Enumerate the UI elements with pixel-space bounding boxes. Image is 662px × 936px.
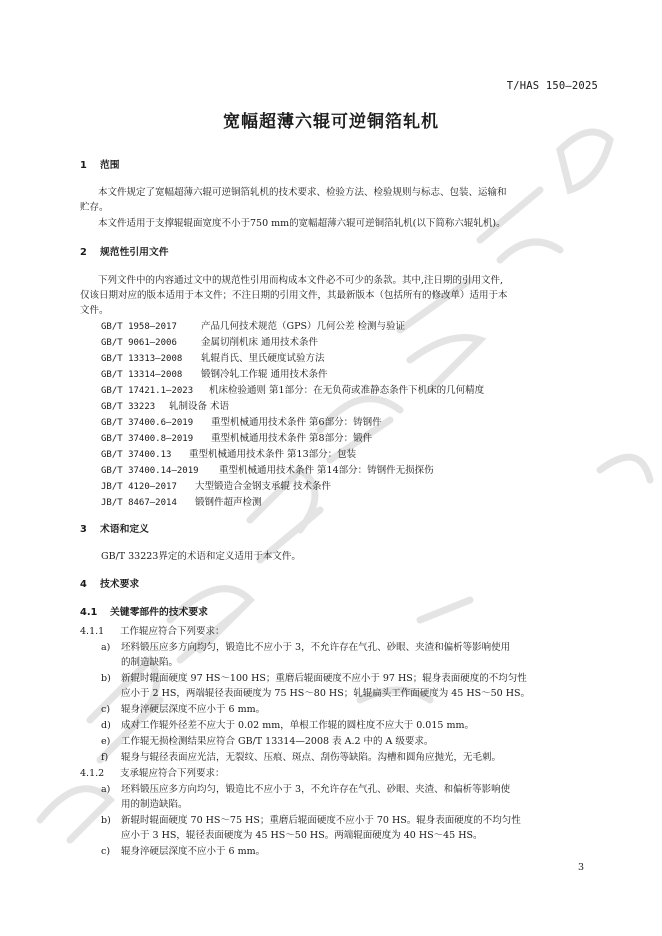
paragraph-line: 贮存。 (80, 202, 109, 213)
reference-item (101, 448, 356, 462)
reference-code: GB/T 37400.8—2019 (101, 434, 194, 444)
reference-name: 产品几何技术规范（GPS）几何公差 检测与验证 (201, 321, 406, 332)
item-text: 辊身淬硬层深度不应小于 6 mm。 (121, 846, 266, 857)
paragraph-line: GB/T 33223界定的术语和定义适用于本文件。 (101, 551, 301, 562)
item-mark: f) (101, 752, 109, 763)
reference-item (101, 352, 325, 366)
section-4-heading (80, 578, 139, 592)
reference-name: 重型机械通用技术条件 第6部分：铸钢件 (211, 417, 382, 428)
section-number: 4.1 (80, 607, 98, 618)
reference-code: GB/T 33223 (101, 402, 156, 412)
reference-code: GB/T 13313—2008 (101, 354, 183, 364)
item-text-cont: 应小于 2 HS，两端辊径表面硬度为 75 HS～80 HS；轧辊扁头工作面硬度为 45 HS～50 HS。 (121, 688, 531, 699)
list-item (101, 751, 501, 765)
list-item (101, 814, 521, 828)
list-item (101, 719, 474, 733)
reference-code: JB/T 8467—2014 (101, 498, 177, 508)
page-number: 3 (577, 862, 584, 873)
clause-lead: 支承辊应符合下列要求： (120, 768, 225, 779)
standard-number: T/HAS 150—2025 (506, 80, 598, 92)
list-item (101, 735, 433, 749)
reference-item (101, 432, 372, 446)
reference-code: GB/T 13314—2008 (101, 370, 183, 380)
reference-item (101, 416, 382, 430)
reference-code: JB/T 4120—2017 (101, 482, 177, 492)
list-item (101, 703, 265, 717)
reference-item (101, 400, 229, 414)
section-title: 范围 (100, 160, 120, 171)
section-title: 技术要求 (100, 579, 140, 590)
item-mark: e) (101, 736, 111, 747)
section-title: 术语和定义 (100, 524, 149, 535)
paragraph-line: 文件。 (80, 305, 109, 316)
clause-4-1-2 (80, 767, 225, 781)
clause-lead: 工作辊应符合下列要求： (120, 626, 225, 637)
reference-item (101, 320, 405, 334)
reference-name: 锻钢件超声检测 (195, 497, 262, 508)
section-2-heading (80, 246, 169, 260)
section-number: 2 (80, 247, 87, 258)
reference-code: GB/T 1958—2017 (101, 322, 177, 332)
reference-code: GB/T 37400.6—2019 (101, 418, 194, 428)
item-text-cont: 的制造缺陷。 (121, 657, 179, 668)
reference-item (101, 480, 331, 494)
item-mark: c) (101, 704, 111, 715)
list-item (101, 845, 265, 859)
reference-item (101, 368, 328, 382)
item-text: 新辊时辊面硬度 70 HS～75 HS；重磨后辊面硬度不应小于 70 HS。辊身表面硬度的不均匀性 (121, 815, 521, 826)
item-mark: a) (101, 784, 111, 795)
section-number: 4 (80, 579, 87, 590)
item-text: 辊身与辊径表面应光洁，无裂纹、压痕、斑点、刮伤等缺陷。沟槽和圆角应抛光，无毛刺。 (121, 752, 502, 763)
item-mark: c) (101, 846, 111, 857)
paragraph-line: 下列文件中的内容通过文中的规范性引用而构成本文件必不可少的条款。其中,注日期的引用文件, (98, 275, 504, 286)
list-item (101, 783, 510, 797)
clause-4-1-1 (80, 625, 225, 639)
item-text: 成对工作辊外径差不应大于 0.02 mm，单根工作辊的圆柱度不应大于 0.015 mm。 (121, 720, 474, 731)
reference-item (101, 496, 262, 510)
reference-code: GB/T 17421.1—2023 (101, 386, 194, 396)
clause-number: 4.1.1 (80, 626, 105, 637)
reference-name: 重型机械通用技术条件 第8部分：锻件 (211, 433, 373, 444)
reference-code: GB/T 37400.13 (101, 450, 172, 460)
reference-item (101, 464, 434, 478)
item-text-cont: 应小于 3 HS，辊径表面硬度为 45 HS～50 HS。两端辊面硬度为 40 HS～45 HS。 (121, 830, 483, 841)
section-title: 关键零部件的技术要求 (110, 607, 208, 618)
list-item (101, 672, 527, 686)
section-number: 1 (80, 160, 87, 171)
reference-code: GB/T 37400.14—2019 (101, 466, 199, 476)
reference-item (101, 336, 318, 350)
reference-name: 机床检验通则 第1部分：在无负荷或准静态条件下机床的几何精度 (209, 385, 485, 396)
reference-item (101, 384, 484, 398)
clause-number: 4.1.2 (80, 768, 105, 779)
item-mark: a) (101, 642, 111, 653)
section-4-1-heading (80, 606, 208, 620)
paragraph-line: 仅该日期对应的版本适用于本文件；不注日期的引用文件，其最新版本（包括所有的修改单）适用于本 (80, 290, 508, 301)
section-number: 3 (80, 524, 87, 535)
reference-name: 轧制设备 术语 (169, 401, 230, 412)
item-text: 坯料锻压应多方向均匀，锻造比不应小于 3，不允许存在气孔、砂眼、夹渣和偏析等影响使用 (121, 642, 511, 653)
list-item (101, 641, 510, 655)
item-mark: b) (101, 673, 111, 684)
section-title: 规范性引用文件 (100, 247, 169, 258)
item-mark: b) (101, 815, 111, 826)
item-text: 辊身淬硬层深度不应小于 6 mm。 (121, 704, 266, 715)
paragraph-line: 本文件规定了宽幅超薄六辊可逆铜箔轧机的技术要求、检验方法、检验规则与标志、包装、运输和 (98, 187, 507, 198)
reference-code: GB/T 9061—2006 (101, 338, 177, 348)
reference-name: 重型机械通用技术条件 第14部分：铸钢件无损探伤 (219, 465, 434, 476)
section-3-heading (80, 523, 149, 537)
item-text: 坯料锻压应多方向均匀，锻造比不应小于 3，不允许存在气孔、砂眼、夹渣、和偏析等影响使 (121, 784, 511, 795)
reference-name: 大型锻造合金钢支承辊 技术条件 (195, 481, 332, 492)
reference-name: 重型机械通用技术条件 第13部分：包装 (189, 449, 357, 460)
item-text: 新辊时辊面硬度 97 HS～100 HS；重磨后辊面硬度不应小于 97 HS；辊身表面硬度的不均匀性 (121, 673, 527, 684)
reference-name: 轧辊肖氏、里氏硬度试验方法 (201, 353, 325, 364)
reference-name: 金属切削机床 通用技术条件 (201, 337, 319, 348)
paragraph-line: 本文件适用于支撑辊辊面宽度不小于750 mm的宽幅超薄六辊可逆铜箔轧机(以下简称六辊轧机)。 (98, 218, 506, 229)
item-text-cont: 用的制造缺陷。 (121, 799, 188, 810)
item-text: 工作辊无损检测结果应符合 GB/T 13314—2008 表 A.2 中的 A 级要求。 (121, 736, 434, 747)
reference-name: 锻钢冷轧工作辊 通用技术条件 (201, 369, 328, 380)
item-mark: d) (101, 720, 111, 731)
section-1-heading (80, 159, 120, 173)
document-title: 宽幅超薄六辊可逆铜箔轧机 (223, 112, 439, 132)
